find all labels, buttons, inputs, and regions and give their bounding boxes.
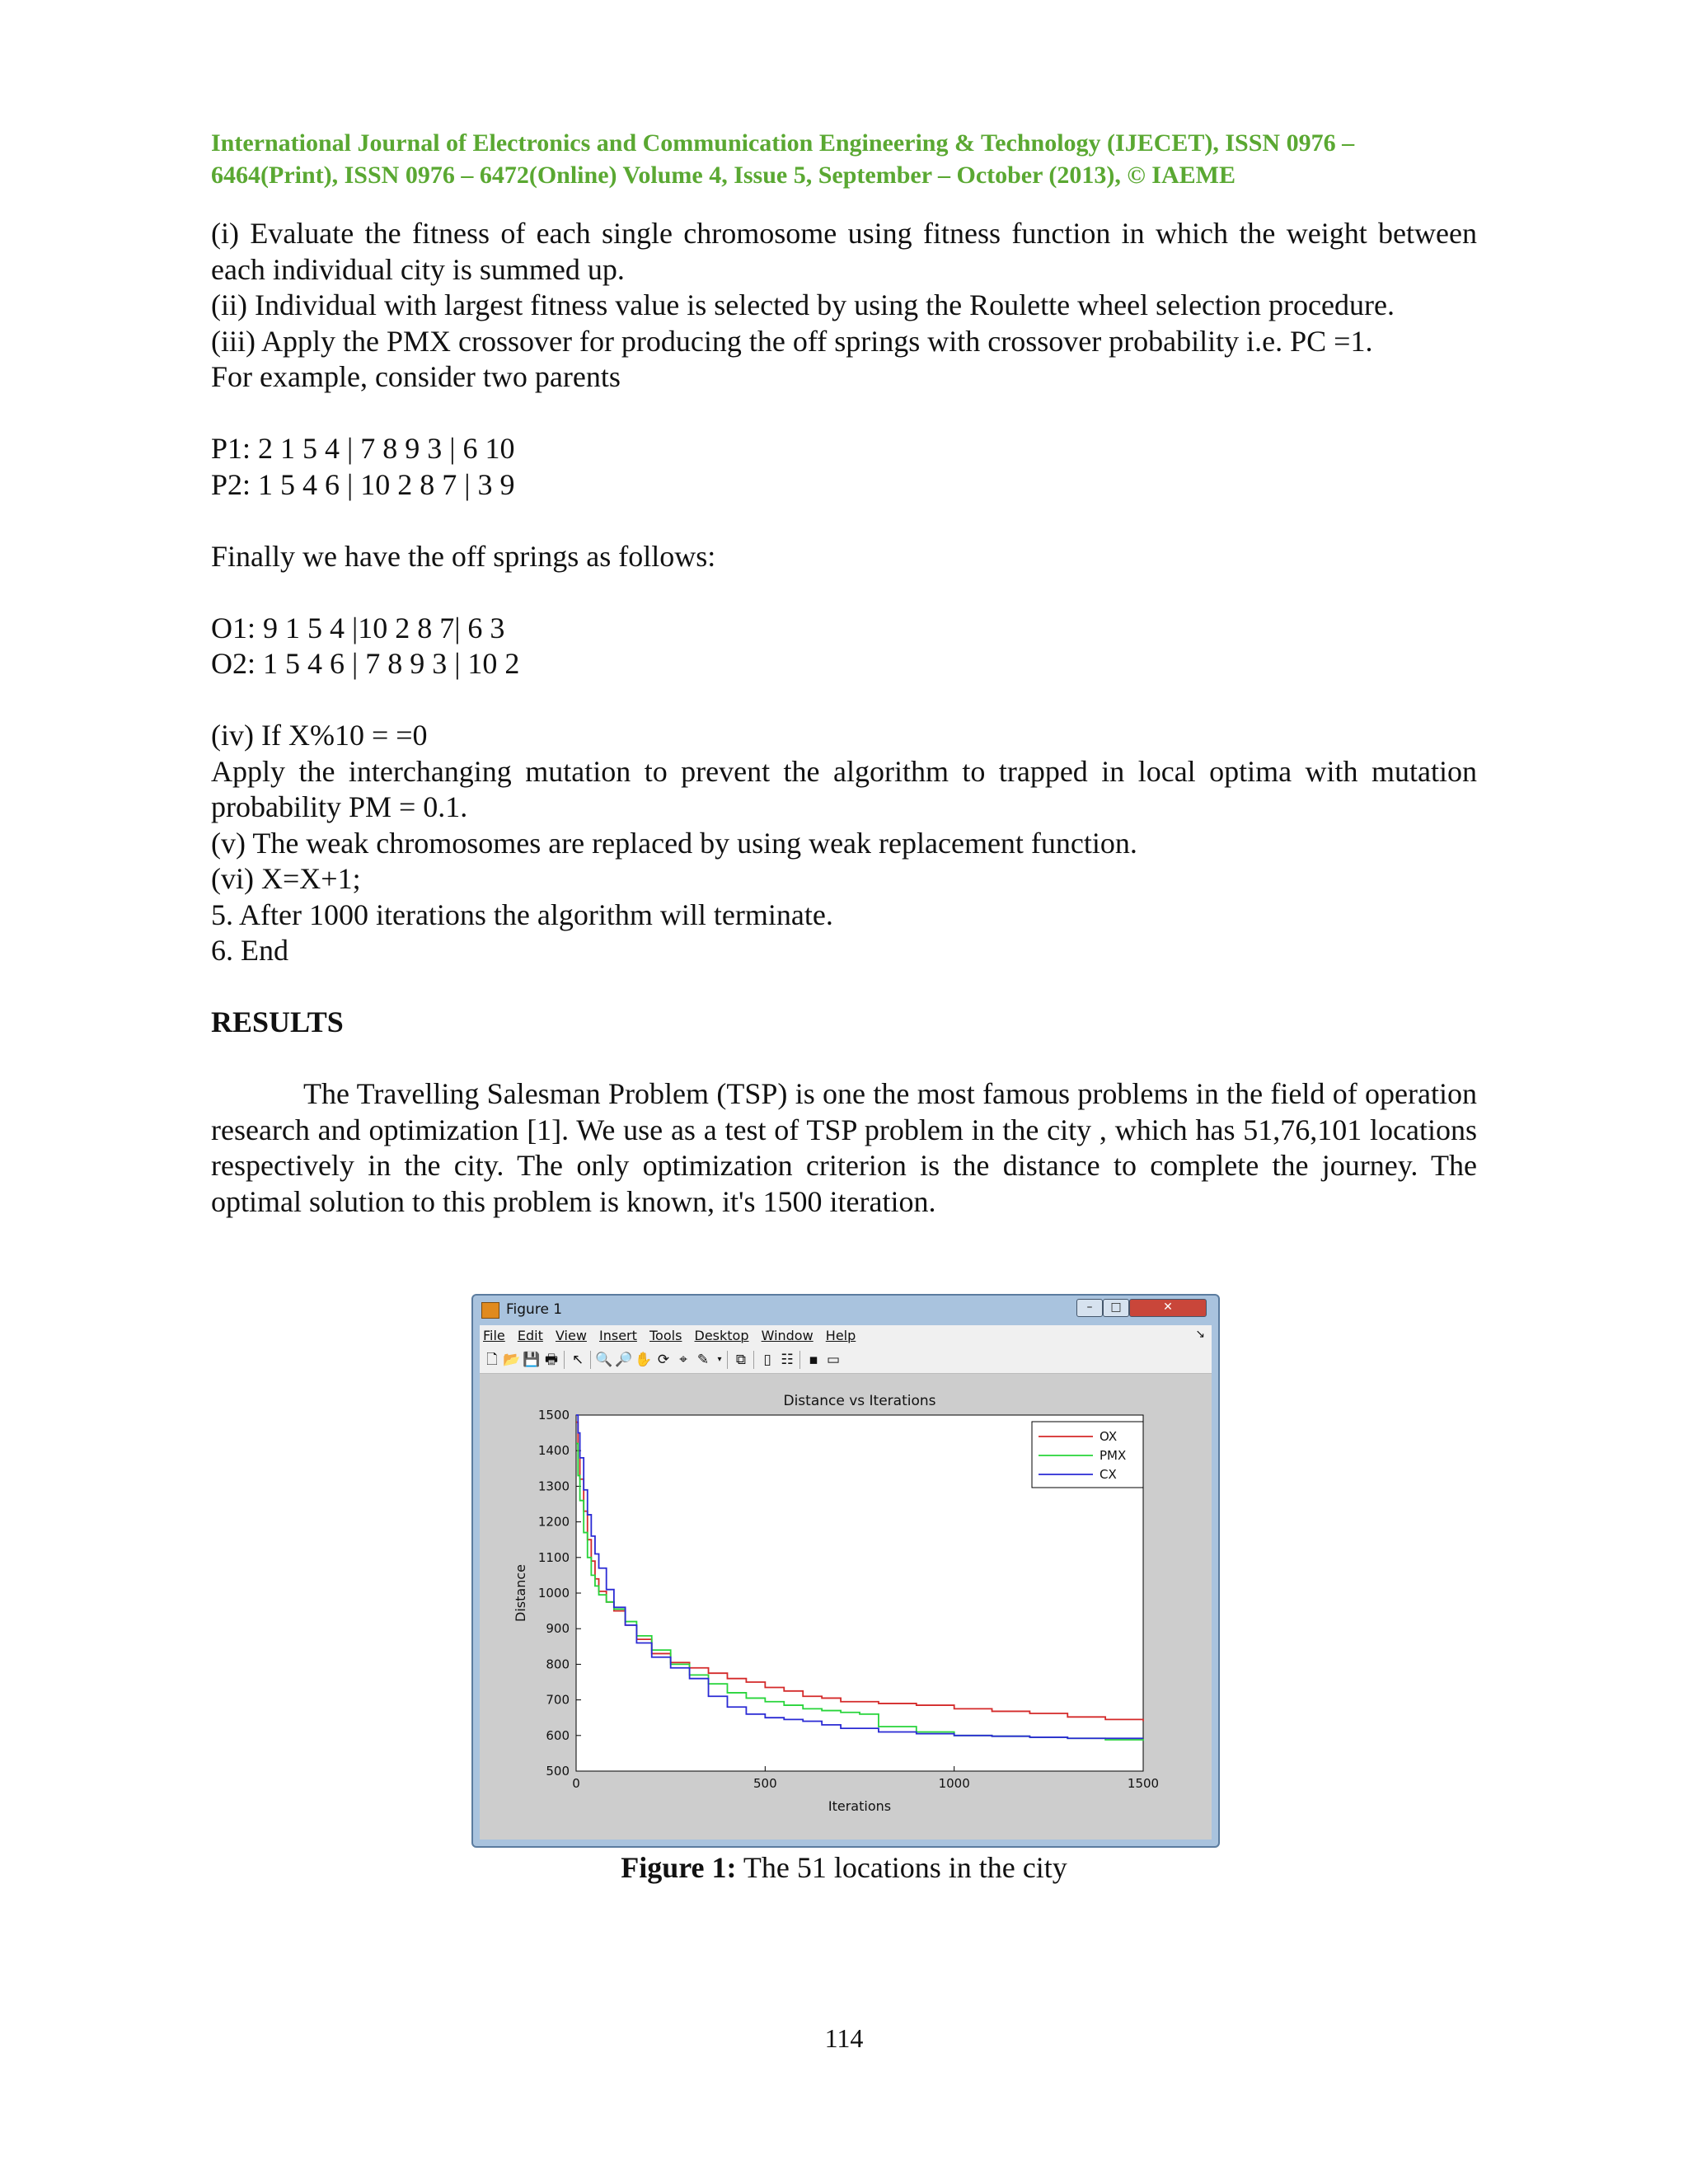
menu-desktop[interactable]: Desktop: [694, 1328, 749, 1343]
window-titlebar[interactable]: [473, 1296, 1218, 1324]
step-ii: (ii) Individual with largest fitness value is selected by using the Roulette wheel selection procedure.: [211, 288, 1395, 321]
open-file-icon[interactable]: 📂: [503, 1352, 521, 1368]
x-axis-label: Iterations: [828, 1798, 892, 1814]
step-iii: (iii) Apply the PMX crossover for producing the off springs with crossover probability i.e. PC =1.: [211, 324, 1373, 358]
legend-icon[interactable]: ☷: [781, 1352, 794, 1368]
y-tick-label: 1300: [537, 1479, 570, 1494]
rotate-3d-icon[interactable]: ⟳: [657, 1352, 670, 1368]
y-tick-label: 800: [546, 1657, 570, 1672]
print-icon[interactable]: 🖶: [544, 1352, 559, 1368]
page-number: 114: [824, 2023, 864, 2053]
zoom-in-icon[interactable]: 🔍: [595, 1352, 613, 1368]
menu-tools[interactable]: Tools: [649, 1328, 682, 1343]
y-tick-label: 1000: [537, 1586, 570, 1601]
data-cursor-icon[interactable]: ⌖: [679, 1352, 687, 1368]
article-body: [211, 216, 1477, 1220]
y-tick-label: 1400: [537, 1443, 570, 1459]
menu-overflow-icon[interactable]: ↘: [1195, 1328, 1205, 1341]
legend-label-ox: OX: [1100, 1429, 1118, 1444]
legend-label-pmx: PMX: [1100, 1448, 1127, 1463]
example-intro: For example, consider two parents: [211, 360, 621, 393]
figure-canvas: [480, 1374, 1212, 1840]
figure-caption-text: The 51 locations in the city: [736, 1851, 1067, 1884]
menu-help[interactable]: Help: [825, 1328, 856, 1343]
figure-caption: [0, 1850, 1688, 1885]
y-tick-label: 600: [546, 1727, 570, 1743]
menu-insert[interactable]: Insert: [599, 1328, 637, 1343]
x-tick-label: 500: [753, 1776, 777, 1791]
menu-view[interactable]: View: [555, 1328, 587, 1343]
hide-plot-tools-icon[interactable]: ▪: [809, 1352, 818, 1368]
step-i: (i) Evaluate the fitness of each single chromosome using fitness function in which the weight between each individual city is summed up.: [211, 217, 1477, 286]
pointer-icon[interactable]: ↖: [571, 1352, 584, 1368]
brush-dropdown-icon[interactable]: ▾: [717, 1355, 722, 1364]
figure-caption-label: Figure 1:: [621, 1851, 737, 1884]
y-tick-label: 1100: [537, 1549, 570, 1565]
results-paragraph: The Travelling Salesman Problem (TSP) is one the most famous problems in the field of operation research and optimization [1]. We use as a test of TSP problem in the city , which has 51,76,101 locations respectively in the city. The only optimization criterion is the distance to complete the journey. The optimal solution to this problem is known, it's 1500 iteration.: [211, 1077, 1477, 1218]
minimize-button[interactable]: –: [1076, 1299, 1103, 1317]
figure-toolbar: [480, 1347, 1212, 1374]
new-figure-icon[interactable]: 🗋: [486, 1352, 498, 1368]
y-axis-label: Distance: [513, 1564, 528, 1622]
step-6: 6. End: [211, 934, 288, 967]
menu-edit[interactable]: Edit: [517, 1328, 543, 1343]
pan-icon[interactable]: ✋: [635, 1352, 653, 1368]
y-tick-label: 900: [546, 1621, 570, 1637]
close-button[interactable]: ✕: [1129, 1299, 1207, 1317]
results-heading: RESULTS: [211, 1005, 344, 1038]
parent-p1: P1: 2 1 5 4 | 7 8 9 3 | 6 10: [211, 432, 515, 465]
offspring-o1: O1: 9 1 5 4 |10 2 8 7| 6 3: [211, 611, 505, 644]
x-tick-label: 1000: [938, 1776, 970, 1791]
x-tick-label: 1500: [1127, 1776, 1160, 1791]
step-5: 5. After 1000 iterations the algorithm will terminate.: [211, 898, 833, 931]
legend-label-cx: CX: [1100, 1467, 1117, 1482]
y-tick-label: 500: [546, 1764, 570, 1779]
menu-bar: [480, 1325, 1212, 1347]
y-tick-label: 700: [546, 1692, 570, 1708]
journal-header: [211, 127, 1477, 191]
offspring-o2: O2: 1 5 4 6 | 7 8 9 3 | 10 2: [211, 647, 520, 680]
matlab-figure-window: [471, 1294, 1220, 1848]
maximize-button[interactable]: □: [1103, 1299, 1129, 1317]
step-vi: (vi) X=X+1;: [211, 862, 361, 895]
y-tick-label: 1500: [537, 1408, 570, 1422]
journal-header-line-2: 6464(Print), ISSN 0976 – 6472(Online) Volume 4, Issue 5, September – October (2013), © IAEME: [211, 162, 1236, 189]
brush-icon[interactable]: ✎: [696, 1352, 710, 1368]
link-plot-icon[interactable]: ⧉: [735, 1352, 747, 1368]
save-icon[interactable]: 💾: [523, 1352, 541, 1368]
step-iv: (iv) If X%10 = =0: [211, 719, 428, 752]
step-v: (v) The weak chromosomes are replaced by using weak replacement function.: [211, 826, 1137, 860]
offspring-intro: Finally we have the off springs as follows:: [211, 539, 716, 573]
chart-title: Distance vs Iterations: [783, 1393, 936, 1409]
journal-header-line-1: International Journal of Electronics and Communication Engineering & Technology (IJECET), ISSN 0976 –: [211, 129, 1355, 157]
legend-box: [1032, 1422, 1143, 1488]
mutation-text: Apply the interchanging mutation to prevent the algorithm to trapped in local optima with mutation probability PM = 0.1.: [211, 754, 1477, 823]
x-tick-label: 0: [572, 1776, 580, 1791]
show-plot-tools-icon[interactable]: ▭: [826, 1352, 841, 1368]
window-title: Figure 1: [506, 1301, 563, 1318]
menu-file[interactable]: File: [483, 1328, 505, 1343]
matlab-logo-icon: [481, 1302, 499, 1319]
colorbar-icon[interactable]: ▯: [763, 1352, 771, 1368]
distance-vs-iterations-chart: [480, 1374, 1212, 1840]
parent-p2: P2: 1 5 4 6 | 10 2 8 7 | 3 9: [211, 467, 515, 501]
zoom-out-icon[interactable]: 🔎: [615, 1352, 633, 1368]
y-tick-label: 1200: [537, 1514, 570, 1530]
menu-window[interactable]: Window: [761, 1328, 814, 1343]
